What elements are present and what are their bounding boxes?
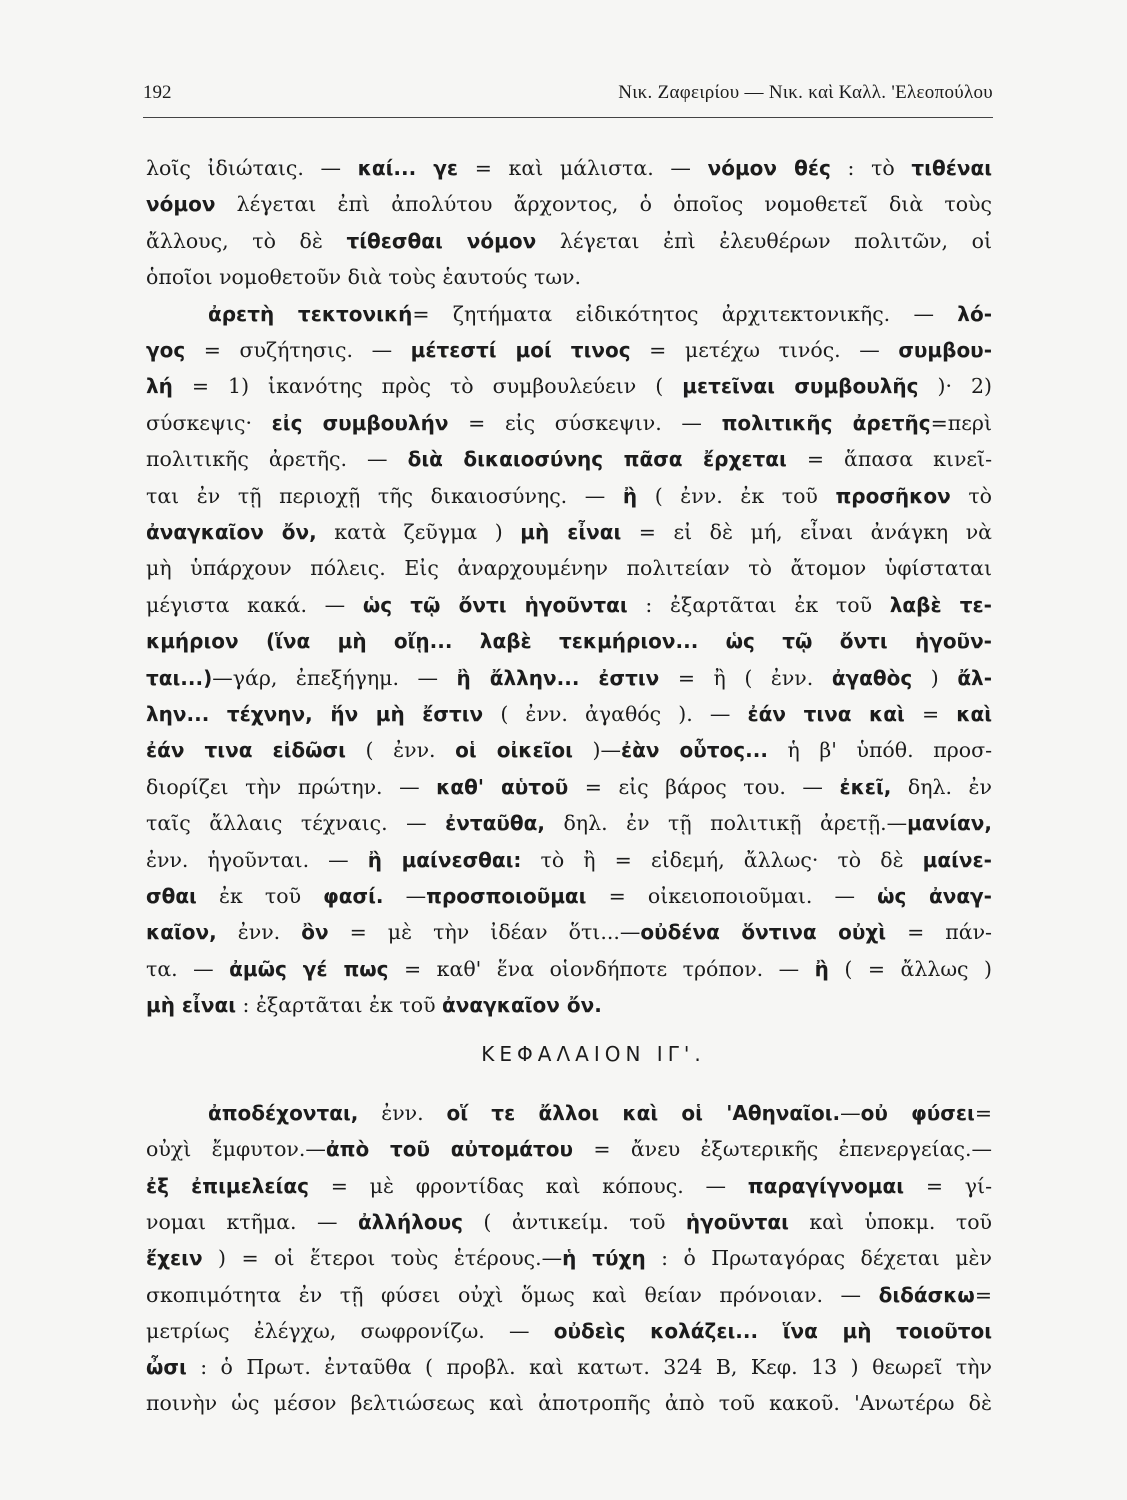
bold-term: μέτεστί μοί τινος (410, 338, 631, 362)
bold-term: ἐξ ἐπιμελείας (146, 1173, 309, 1198)
gloss-text: = ζητήματα εἰδικότητος ἀρχιτεκτονικῆς. — (412, 301, 958, 326)
bold-term: καὶ (956, 702, 992, 726)
bold-term: μανίαν, (907, 811, 992, 836)
bold-term: λαβὲ τε- (889, 592, 992, 617)
bold-term: νόμον (146, 192, 216, 217)
bold-term: ἐκεῖ, (839, 774, 892, 799)
bold-term: λό- (957, 301, 992, 326)
header-rule (143, 117, 993, 118)
bold-term: ὦσι (146, 1355, 187, 1380)
gloss-text: = πάν- (886, 920, 992, 945)
section2-line (146, 1349, 992, 1385)
gloss-text: = γί- (904, 1173, 992, 1198)
bold-term: οὐδεὶς κολάζει... ἵνα μὴ τοιοῦτοι (553, 1318, 992, 1343)
gloss-text: πολιτικῆς ἀρετῆς. — (146, 447, 408, 472)
bold-term: ἀπὸ τοῦ αὐτομάτου (325, 1137, 573, 1162)
gloss-text: —γάρ, ἐπεξήγημ. — (212, 665, 457, 690)
gloss-text: ἡ β' ὑπόθ. προσ- (767, 738, 992, 763)
bold-term: ἐάν τινα εἰδῶσι (146, 738, 346, 763)
gloss-text: = (904, 702, 957, 726)
bold-term: ἐνταῦθα, (445, 811, 545, 836)
bold-term: σθαι (146, 884, 197, 908)
section1-line (146, 368, 992, 404)
bold-term: ἀμῶς γέ πως (229, 956, 389, 981)
section1-line (146, 332, 992, 368)
gloss-text: : ὁ Πρωτ. ἐνταῦθα ( προβλ. καὶ κατωτ. 324 Β, Κεφ. 13 ) θεωρεῖ τὴν (186, 1355, 992, 1380)
gloss-text: = καθ' ἕνα οἱονδήποτε τρόπον. — (388, 956, 815, 981)
gloss-text: τὸ (950, 483, 992, 508)
gloss-text: νομαι κτῆμα. — (146, 1209, 358, 1234)
section1-line (146, 441, 992, 477)
section1-line (146, 987, 992, 1023)
bold-term: διὰ δικαιοσύνης πᾶσα ἔρχεται (407, 447, 787, 472)
bold-term: νόμον θές (707, 156, 831, 180)
section1-line (146, 296, 992, 332)
bold-term: ἀποδέχονται, (208, 1101, 359, 1125)
bold-term: ἀναγκαῖον ὄν, (146, 520, 317, 544)
gloss-text: = μὲ φροντίδας καὶ κόπους. — (308, 1173, 748, 1198)
gloss-text: = (974, 1101, 992, 1125)
bold-term: φασί. (323, 884, 384, 908)
gloss-text: οὐχὶ ἔμφυτον.— (146, 1137, 326, 1162)
gloss-text: = ἅπασα κινεῖ- (786, 447, 992, 472)
gloss-text: ) (912, 665, 958, 690)
section2-line (146, 1204, 992, 1240)
bold-term: ἢ ἄλλην... ἐστιν (456, 665, 660, 690)
gloss-text: =περὶ (930, 410, 992, 435)
bold-term: ἢ μαίνεσθαι: (367, 847, 522, 872)
gloss-text: = εἰς σύσκεψιν. — (448, 410, 722, 435)
section1-line (146, 732, 992, 768)
section1-line (146, 514, 992, 550)
section1-line (146, 259, 992, 295)
gloss-text: ἄλλους, τὸ δὲ (146, 228, 347, 253)
gloss-text: = 1) ἱκανότης πρὸς τὸ συμβουλεύειν ( (172, 374, 683, 399)
section1-line (146, 623, 992, 659)
bold-term: ὂν (301, 920, 329, 945)
bold-term: ἐὰν οὗτος... (621, 738, 768, 763)
gloss-text: ( ἀντικείμ. τοῦ (463, 1209, 686, 1234)
bold-term: διδάσκω (878, 1282, 975, 1307)
bold-term: συμβου- (898, 338, 992, 362)
chapter-heading: ΚΕΦΑΛΑΙΟΝ ΙΓ'. (481, 1042, 706, 1066)
bold-term: μαίνε- (922, 847, 992, 872)
gloss-text: ( ἐνν. ἐκ τοῦ (637, 483, 836, 508)
gloss-text: λέγεται ἐπὶ ἐλευθέρων πολιτῶν, οἱ (536, 228, 992, 253)
gloss-text: — (840, 1101, 861, 1125)
gloss-text: ) = οἱ ἕτεροι τοὺς ἑτέρους.— (202, 1246, 563, 1271)
bold-term: ἄλ- (957, 665, 992, 690)
page-number: 192 (143, 82, 172, 103)
section2-line (146, 1095, 992, 1131)
bold-term: ἡγοῦνται (685, 1209, 789, 1234)
section2-line (146, 1277, 992, 1313)
gloss-text: = μετέχω τινός. — (630, 338, 899, 362)
gloss-text: = ἄνευ ἐξωτερικῆς ἐπενεργείας.— (573, 1137, 992, 1162)
bold-term: ἡ τύχη (562, 1246, 646, 1271)
gloss-text: = καὶ μάλιστα. — (458, 156, 708, 180)
page-header (143, 82, 993, 112)
bold-term: ἐάν τινα καὶ (747, 702, 905, 726)
gloss-text: ταῖς ἄλλαις τέχναις. — (146, 811, 446, 836)
bold-term: οὐδένα ὅντινα οὐχὶ (640, 920, 887, 945)
gloss-text: μέγιστα κακά. — (146, 592, 363, 617)
section1-line (146, 405, 992, 441)
section1-line (146, 223, 992, 259)
gloss-text: ἐνν. (216, 920, 302, 945)
section1-line (146, 550, 992, 586)
gloss-text: σύσκεψις· (146, 410, 272, 435)
bold-term: καθ' αὑτοῦ (436, 774, 569, 799)
bold-term: γος (146, 338, 186, 362)
gloss-text: κατὰ ζεῦγμα ) (316, 520, 521, 544)
bold-term: εἰς συμβουλήν (271, 410, 449, 435)
section2-line (146, 1313, 992, 1349)
bold-term: τιθέναι (911, 156, 992, 180)
gloss-text: = (974, 1282, 992, 1307)
bold-term: καί... γε (357, 156, 459, 180)
gloss-text: ἐνν. (358, 1101, 447, 1125)
gloss-text: δηλ. ἐν τῇ πολιτικῇ ἀρετῇ.— (544, 811, 908, 836)
gloss-text: ται ἐν τῇ περιοχῇ τῆς δικαιοσύνης. — (146, 483, 623, 508)
gloss-text: : ἐξαρτᾶται ἐκ τοῦ (236, 993, 443, 1018)
gloss-text: = εἰ δὲ μή, εἶναι ἀνάγκη νὰ (621, 520, 992, 544)
gloss-text: καὶ ὑποκμ. τοῦ (788, 1209, 992, 1234)
bold-term: οἵ τε ἄλλοι καὶ οἱ 'Αθηναῖοι. (446, 1101, 841, 1125)
gloss-text: ( = ἄλλως ) (828, 956, 992, 981)
gloss-text: : τὸ (830, 156, 912, 180)
bold-term: μὴ εἶναι (146, 993, 236, 1018)
bold-term: προσποιοῦμαι (426, 884, 587, 908)
running-head: Νικ. Ζαφειρίου — Νικ. καὶ Καλλ. 'Ελεοπούλου (618, 82, 993, 103)
bold-term: μετεῖναι συμβουλῆς (682, 374, 919, 399)
bold-term: οἱ οἰκεῖοι (455, 738, 573, 763)
section2-line (146, 1168, 992, 1204)
gloss-text: ( ἐνν. (345, 738, 456, 763)
section1-line (146, 587, 992, 623)
section2-line (146, 1240, 992, 1276)
section1-line (146, 805, 992, 841)
gloss-text: ἐνν. ἡγοῦνται. — (146, 847, 368, 872)
bold-term: παραγίγνομαι (747, 1173, 905, 1198)
gloss-text: ὁποῖοι νομοθετοῦν διὰ τοὺς ἑαυτούς των. (146, 265, 582, 290)
bold-term: ἔχειν (146, 1246, 203, 1271)
section1-line (146, 878, 992, 914)
section1-line (146, 842, 992, 878)
gloss-text: διορίζει τὴν πρώτην. — (146, 774, 437, 799)
gloss-text: μετρίως ἐλέγχω, σωφρονίζω. — (146, 1318, 554, 1343)
section1-line (146, 951, 992, 987)
gloss-text: δηλ. ἐν (891, 774, 992, 799)
gloss-text: τὸ ἢ = εἰδεμή, ἄλλως· τὸ δὲ (521, 847, 923, 872)
bold-term: ἀλλήλους (357, 1209, 463, 1234)
gloss-text: )· 2) (918, 374, 992, 399)
gloss-text: — (383, 884, 427, 908)
bold-term: ται...) (146, 665, 213, 690)
gloss-text: = ἢ ( ἐνν. (659, 665, 832, 690)
gloss-text: = οἰκειοποιοῦμαι. — (586, 884, 878, 908)
bold-term: λή (146, 374, 173, 399)
bold-term: κμήριον (ἵνα μὴ οἴῃ... λαβὲ τεκμήριον... ὡς τῷ ὄντι ἡγοῦν- (146, 629, 992, 654)
section1-line (146, 186, 992, 222)
section1-line (146, 769, 992, 805)
bold-term: πολιτικῆς ἀρετῆς (721, 410, 931, 435)
gloss-text: σκοπιμότητα ἐν τῇ φύσει οὐχὶ ὅμως καὶ θείαν πρόνοιαν. — (146, 1282, 879, 1307)
section2-line (146, 1131, 992, 1167)
bold-term: ὡς ἀναγ- (877, 884, 992, 908)
gloss-text: : ἐξαρτᾶται ἐκ τοῦ (627, 592, 890, 617)
bold-term: ἢ (622, 483, 638, 508)
gloss-text: λοῖς ἰδιώταις. — (146, 156, 358, 180)
gloss-text: ποινὴν ὡς μέσον βελτιώσεως καὶ ἀποτροπῆς ἀπὸ τοῦ κακοῦ. 'Ανωτέρω δὲ (146, 1391, 992, 1416)
bold-term: ἢ (814, 956, 829, 981)
gloss-text: = συζήτησις. — (185, 338, 411, 362)
bold-term: λην... τέχνην, ἥν μὴ ἔστιν (146, 702, 484, 726)
gloss-text: λέγεται ἐπὶ ἀπολύτου ἄρχοντος, ὁ ὁποῖος νομοθετεῖ διὰ τοὺς (215, 192, 992, 217)
section1-line (146, 660, 992, 696)
bold-term: οὐ φύσει (860, 1101, 975, 1125)
bold-term: ὡς τῷ ὄντι ἡγοῦνται (362, 592, 628, 617)
section1-line (146, 478, 992, 514)
bold-term: ἀναγκαῖον ὄν. (442, 993, 602, 1018)
gloss-text: = εἰς βάρος του. — (568, 774, 840, 799)
gloss-text: ( ἐνν. ἀγαθός ). — (483, 702, 748, 726)
bold-term: τίθεσθαι νόμον (346, 228, 537, 253)
gloss-text: )— (572, 738, 622, 763)
section1-line (146, 914, 992, 950)
bold-term: καῖον, (146, 920, 217, 945)
section1-line (146, 696, 992, 732)
gloss-text: : ὁ Πρωταγόρας δέχεται μὲν (645, 1246, 992, 1271)
section1-line (146, 150, 992, 186)
bold-term: ἀγαθὸς (831, 665, 913, 690)
gloss-text: τα. — (146, 956, 230, 981)
gloss-text: ἐκ τοῦ (196, 884, 324, 908)
gloss-text: = μὲ τὴν ἰδέαν ὅτι...— (328, 920, 641, 945)
bold-term: μὴ εἶναι (520, 520, 622, 544)
section2-line (146, 1385, 992, 1421)
bold-term: προσῆκον (835, 483, 951, 508)
gloss-text: μὴ ὑπάρχουν πόλεις. Εἰς ἀναρχουμένην πολιτείαν τὸ ἄτομον ὑφίσταται (146, 556, 992, 581)
bold-term: ἀρετὴ τεκτονική (208, 301, 413, 326)
